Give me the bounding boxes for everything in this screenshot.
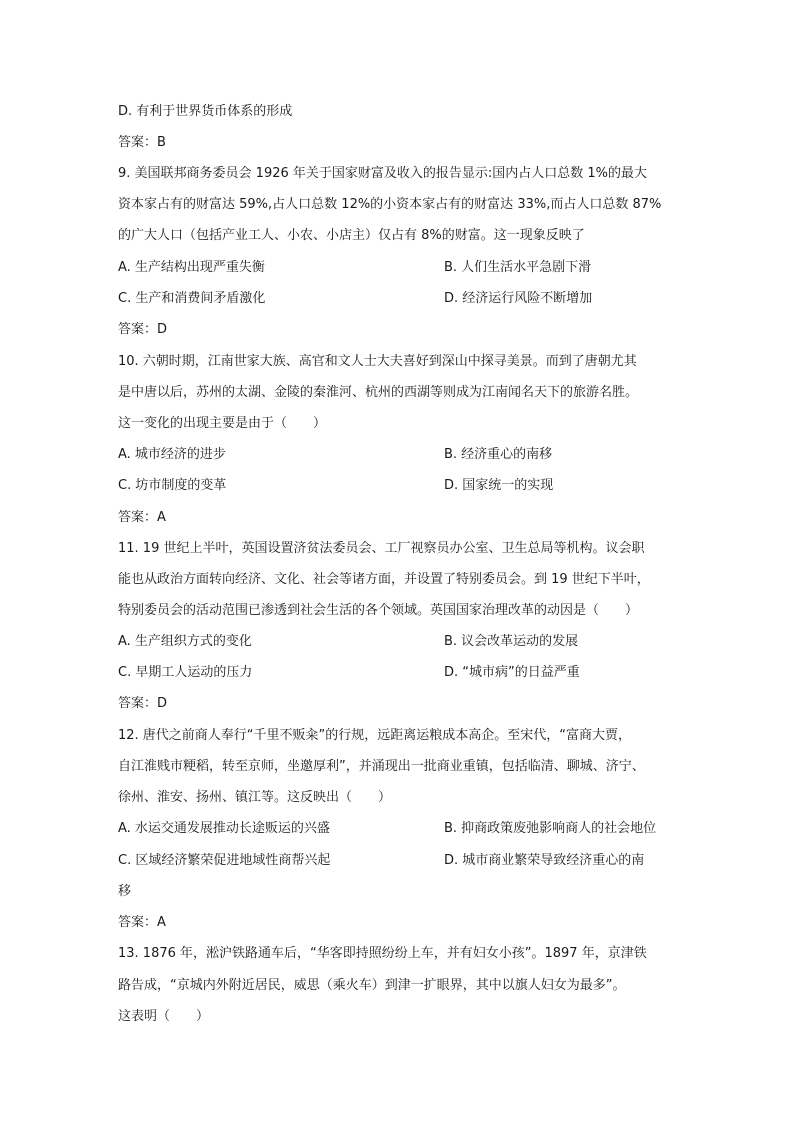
q12-option-b: B. 抑商政策废弛影响商人的社会地位 [444, 821, 657, 836]
q9-option-a: A. 生产结构出现严重失衡 [118, 260, 265, 275]
q9-stem-line-3: 的广大人口（包括产业工人、小农、小店主）仅占有 8%的财富。这一现象反映了 [118, 228, 585, 243]
q11-stem-line-1: 11. 19 世纪上半叶，英国设置济贫法委员会、工厂视察员办公室、卫生总局等机构。议会职 [118, 541, 645, 556]
q9-option-b: B. 人们生活水平急剧下滑 [444, 260, 592, 275]
q11-option-b: B. 议会改革运动的发展 [444, 634, 579, 649]
q9-stem-line-2: 资本家占有的财富达 59%,占人口总数 12%的小资本家占有的财富达 33%,而占人口总数 87% [118, 197, 662, 212]
q11-stem-line-2: 能也从政治方面转向经济、文化、社会等诸方面，并设置了特别委员会。到 19 世纪下半叶， [118, 572, 650, 587]
q10-option-a: A. 城市经济的进步 [118, 447, 226, 462]
q11-option-c: C. 早期工人运动的压力 [118, 665, 253, 680]
q11-option-d: D. “城市病”的日益严重 [444, 665, 580, 680]
q10-stem-line-3: 这一变化的出现主要是由于（ ） [118, 416, 327, 431]
q8-option-d: D. 有利于世界货币体系的形成 [118, 104, 293, 119]
q11-stem-line-3: 特别委员会的活动范围已渗透到社会生活的各个领域。英国国家治理改革的动因是（ ） [118, 603, 639, 618]
q12-stem-line-1: 12. 唐代之前商人奉行“千里不贩籴”的行规，远距离运粮成本高企。至宋代，“富商大贾， [118, 728, 632, 743]
q12-option-d: D. 城市商业繁荣导致经济重心的南 [444, 853, 645, 868]
q12-option-c: C. 区域经济繁荣促进地域性商帮兴起 [118, 853, 331, 868]
q12-stem-line-2: 自江淮贱市粳稻，转至京师，坐邀厚利”，并涌现出一批商业重镇，包括临清、聊城、济宁、 [118, 759, 645, 774]
q10-option-c: C. 坊市制度的变革 [118, 478, 227, 493]
q12-stem-line-3: 徐州、淮安、扬州、镇江等。这反映出（ ） [118, 790, 392, 805]
q12-option-d-wrap: 移 [118, 884, 132, 899]
q10-stem-line-1: 10. 六朝时期，江南世家大族、高官和文人士大夫喜好到深山中探寻美景。而到了唐朝尤其 [118, 354, 637, 369]
q13-stem-line-2: 路告成，“京城内外附近居民，威思（乘火车）到津一扩眼界，其中以旗人妇女为最多”。 [118, 978, 626, 993]
q9-option-c: C. 生产和消费间矛盾激化 [118, 291, 266, 306]
q12-option-a: A. 水运交通发展推动长途贩运的兴盛 [118, 821, 330, 836]
q9-stem-line-1: 9. 美国联邦商务委员会 1926 年关于国家财富及收入的报告显示:国内占人口总数 1%的最大 [118, 166, 648, 181]
q10-option-b: B. 经济重心的南移 [444, 447, 553, 462]
q13-stem-line-3: 这表明（ ） [118, 1009, 210, 1024]
q11-option-a: A. 生产组织方式的变化 [118, 634, 252, 649]
q10-option-d: D. 国家统一的实现 [444, 478, 554, 493]
q10-answer: 答案：A [118, 510, 166, 525]
q11-answer: 答案：D [118, 696, 168, 711]
q12-answer: 答案：A [118, 915, 166, 930]
q10-stem-line-2: 是中唐以后，苏州的太湖、金陵的秦淮河、杭州的西湖等则成为江南闻名天下的旅游名胜。 [118, 385, 639, 400]
q8-answer: 答案：B [118, 135, 166, 150]
q9-option-d: D. 经济运行风险不断增加 [444, 291, 593, 306]
q9-answer: 答案：D [118, 322, 168, 337]
q13-stem-line-1: 13. 1876 年，淞沪铁路通车后，“华客即持照纷纷上车，并有妇女小孩”。1897 年，京津铁 [118, 946, 647, 961]
